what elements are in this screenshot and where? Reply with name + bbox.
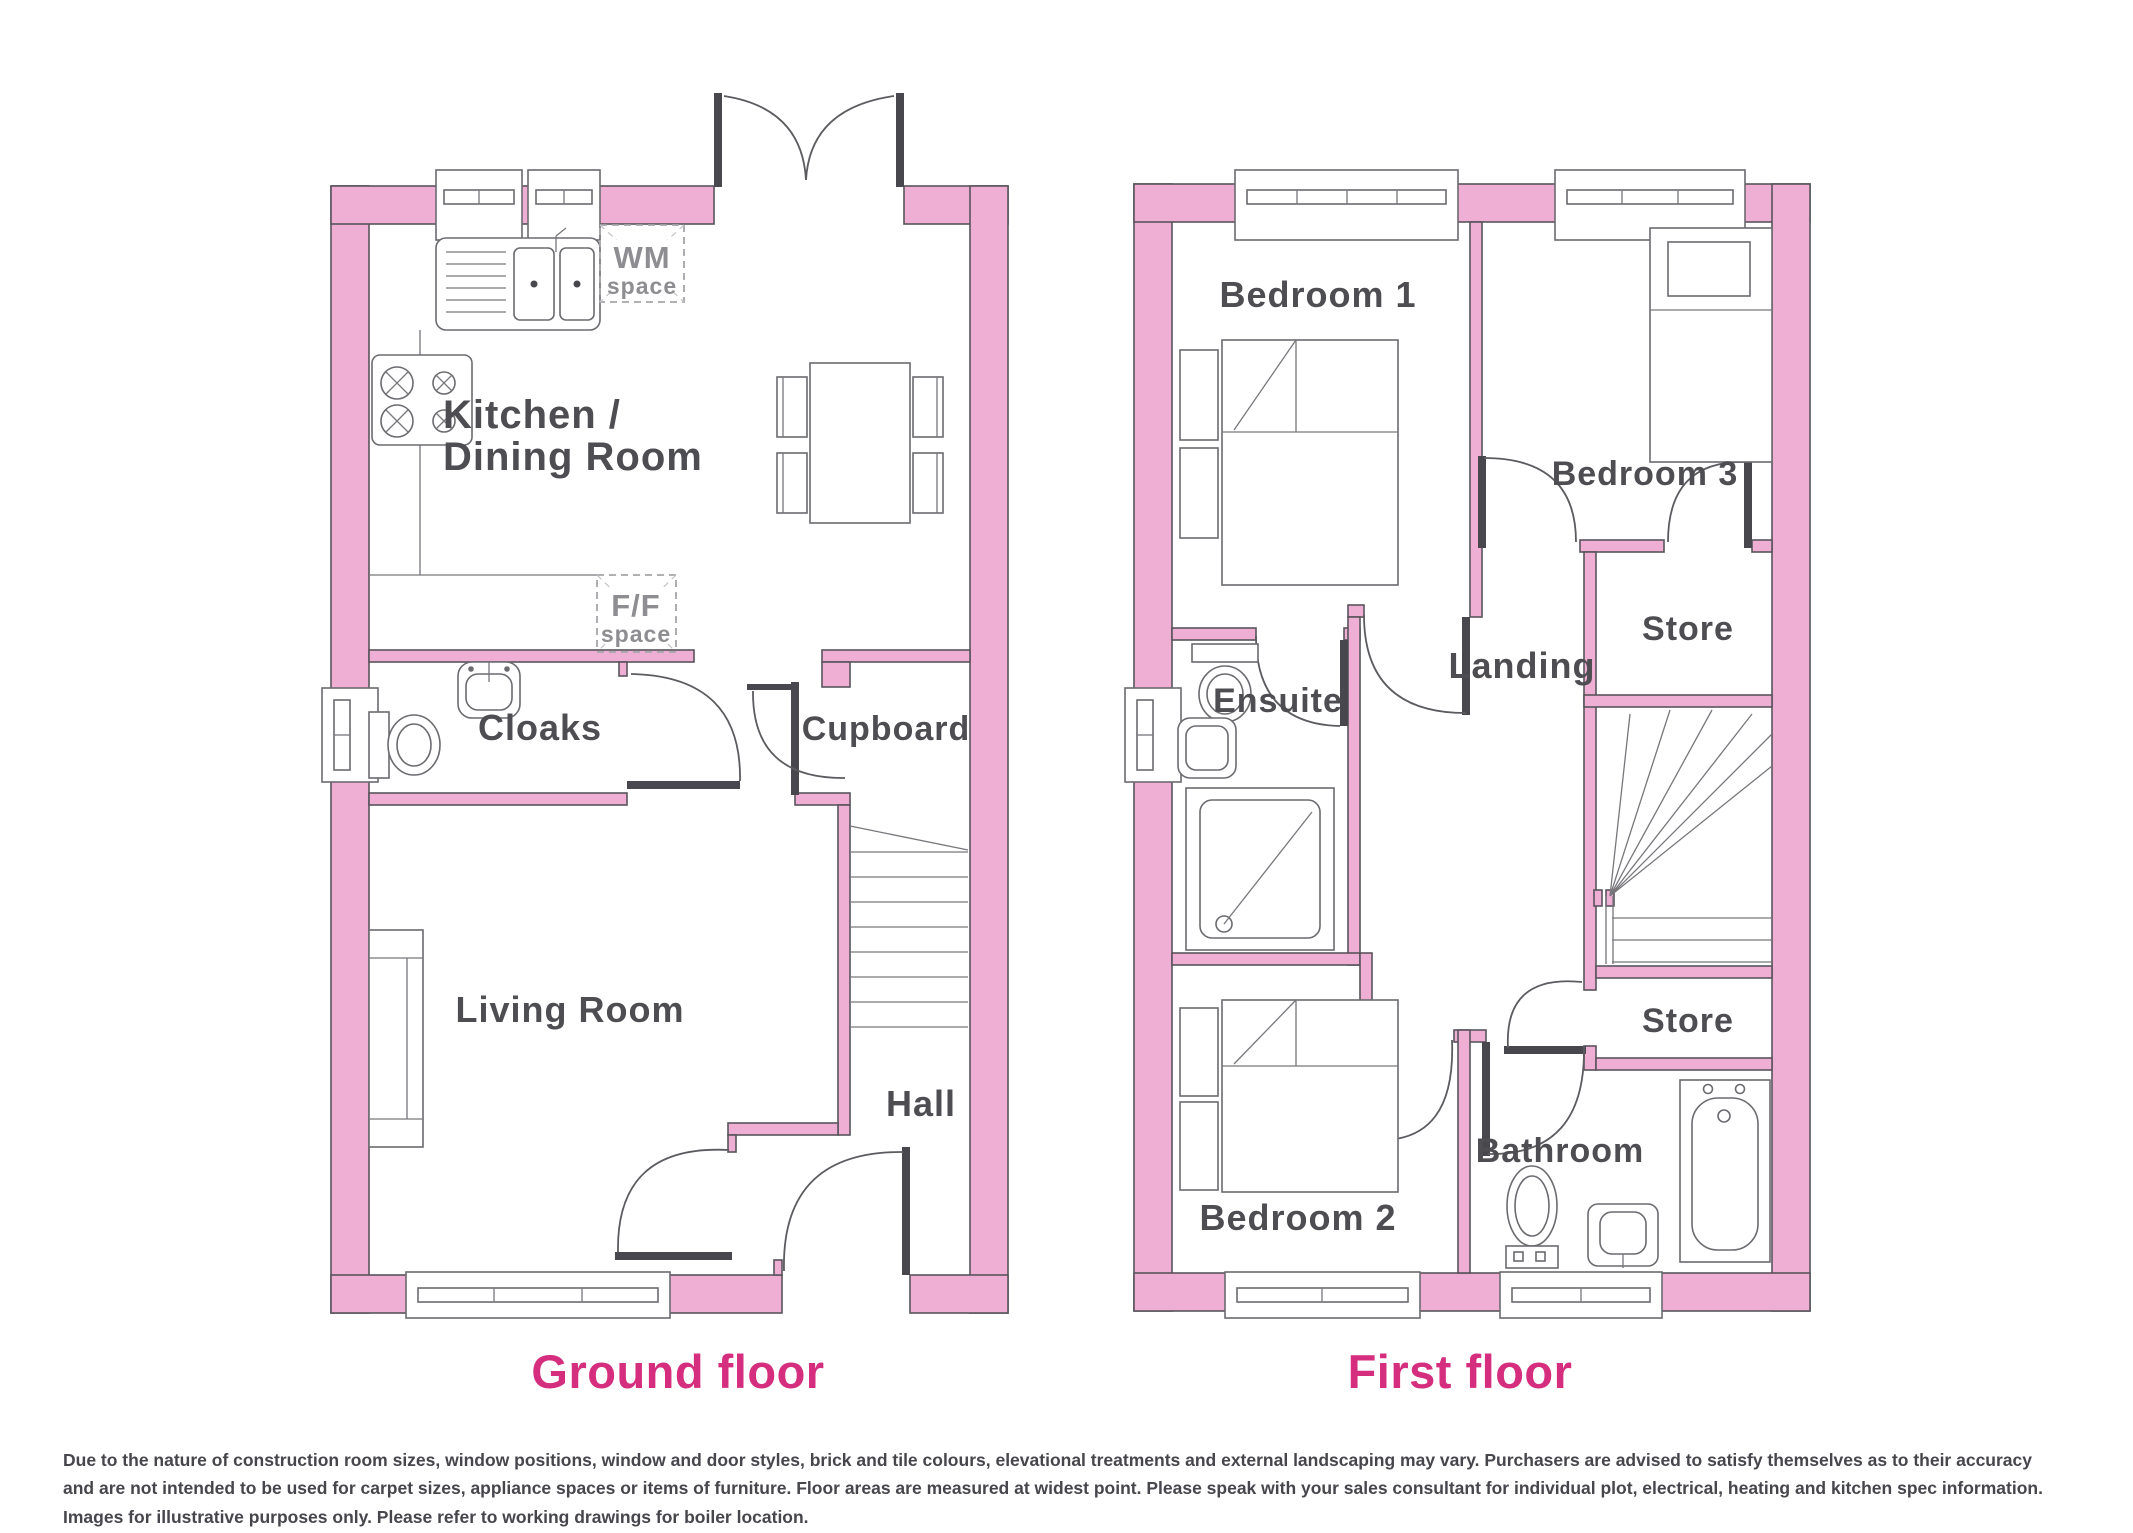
store-lower-label: Store	[1642, 1002, 1734, 1040]
kitchen-sink	[436, 228, 600, 330]
cloaks-door	[627, 674, 740, 789]
ground-floor-title: Ground floor	[531, 1345, 825, 1398]
bedroom2-bed	[1180, 1000, 1398, 1192]
stairs	[1594, 710, 1772, 964]
wm-space-label-1: WM	[613, 240, 671, 275]
bathroom-label: Bathroom	[1475, 1132, 1645, 1170]
bedroom3-label: Bedroom 3	[1551, 455, 1739, 493]
ensuite-window	[1125, 688, 1181, 782]
dining-table	[777, 363, 943, 523]
bedroom1-window	[1235, 170, 1458, 240]
french-doors	[714, 93, 904, 187]
bedroom3-bed	[1650, 228, 1772, 462]
ensuite-label: Ensuite	[1213, 682, 1343, 720]
front-door	[784, 1147, 910, 1275]
bedroom2-label: Bedroom 2	[1199, 1197, 1397, 1238]
hall-label: Hall	[885, 1083, 957, 1124]
kitchen-dining-label-1: Kitchen /	[443, 393, 621, 437]
store-upper-label: Store	[1642, 610, 1734, 648]
toilet	[1506, 1166, 1558, 1268]
bathroom-window	[1500, 1272, 1662, 1318]
wm-space-label-2: space	[606, 273, 678, 299]
landing-label: Landing	[1448, 645, 1596, 686]
basin	[1588, 1204, 1658, 1268]
stairs	[850, 826, 968, 1027]
cupboard-label: Cupboard	[801, 710, 971, 748]
living-room-door	[615, 1150, 732, 1260]
cloaks-label: Cloaks	[477, 707, 603, 748]
ff-space-label-1: F/F	[611, 588, 661, 623]
first-floor-plan	[1125, 170, 1810, 1318]
living-room-window	[406, 1272, 670, 1318]
first-floor-title: First floor	[1347, 1345, 1573, 1398]
store-lower-door	[1504, 981, 1586, 1054]
basin	[1178, 718, 1236, 778]
toilet	[369, 712, 440, 778]
bedroom2-window	[1225, 1272, 1420, 1318]
fridge-freezer-space	[597, 575, 676, 652]
ff-space-label-2: space	[600, 621, 672, 647]
bedroom1-label: Bedroom 1	[1219, 274, 1417, 315]
kitchen-dining-label-2: Dining Room	[443, 435, 703, 479]
washing-machine-space	[600, 225, 684, 302]
living-room-label: Living Room	[455, 989, 685, 1030]
bath	[1680, 1080, 1770, 1262]
disclaimer-text: Due to the nature of construction room sizes, window positions, window and door styles, brick and tile colours, elevational treatments and external landscaping may vary. Purchasers are advised to satisfy themselves as to their accuracy and are not intended to be used for carpet sizes, appliance spaces or items of furniture. Floor areas are measured at widest point. Please speak with your sales consultant for individual plot, electrical, heating and kitchen spec information. Images for illustrative purposes only. Please refer to working drawings for boiler location.	[63, 1450, 2043, 1527]
sofa	[369, 930, 423, 1147]
kitchen-window-1	[436, 170, 522, 240]
ground-floor-plan	[322, 93, 1008, 1318]
shower	[1186, 788, 1334, 950]
bedroom1-bed	[1180, 340, 1398, 585]
